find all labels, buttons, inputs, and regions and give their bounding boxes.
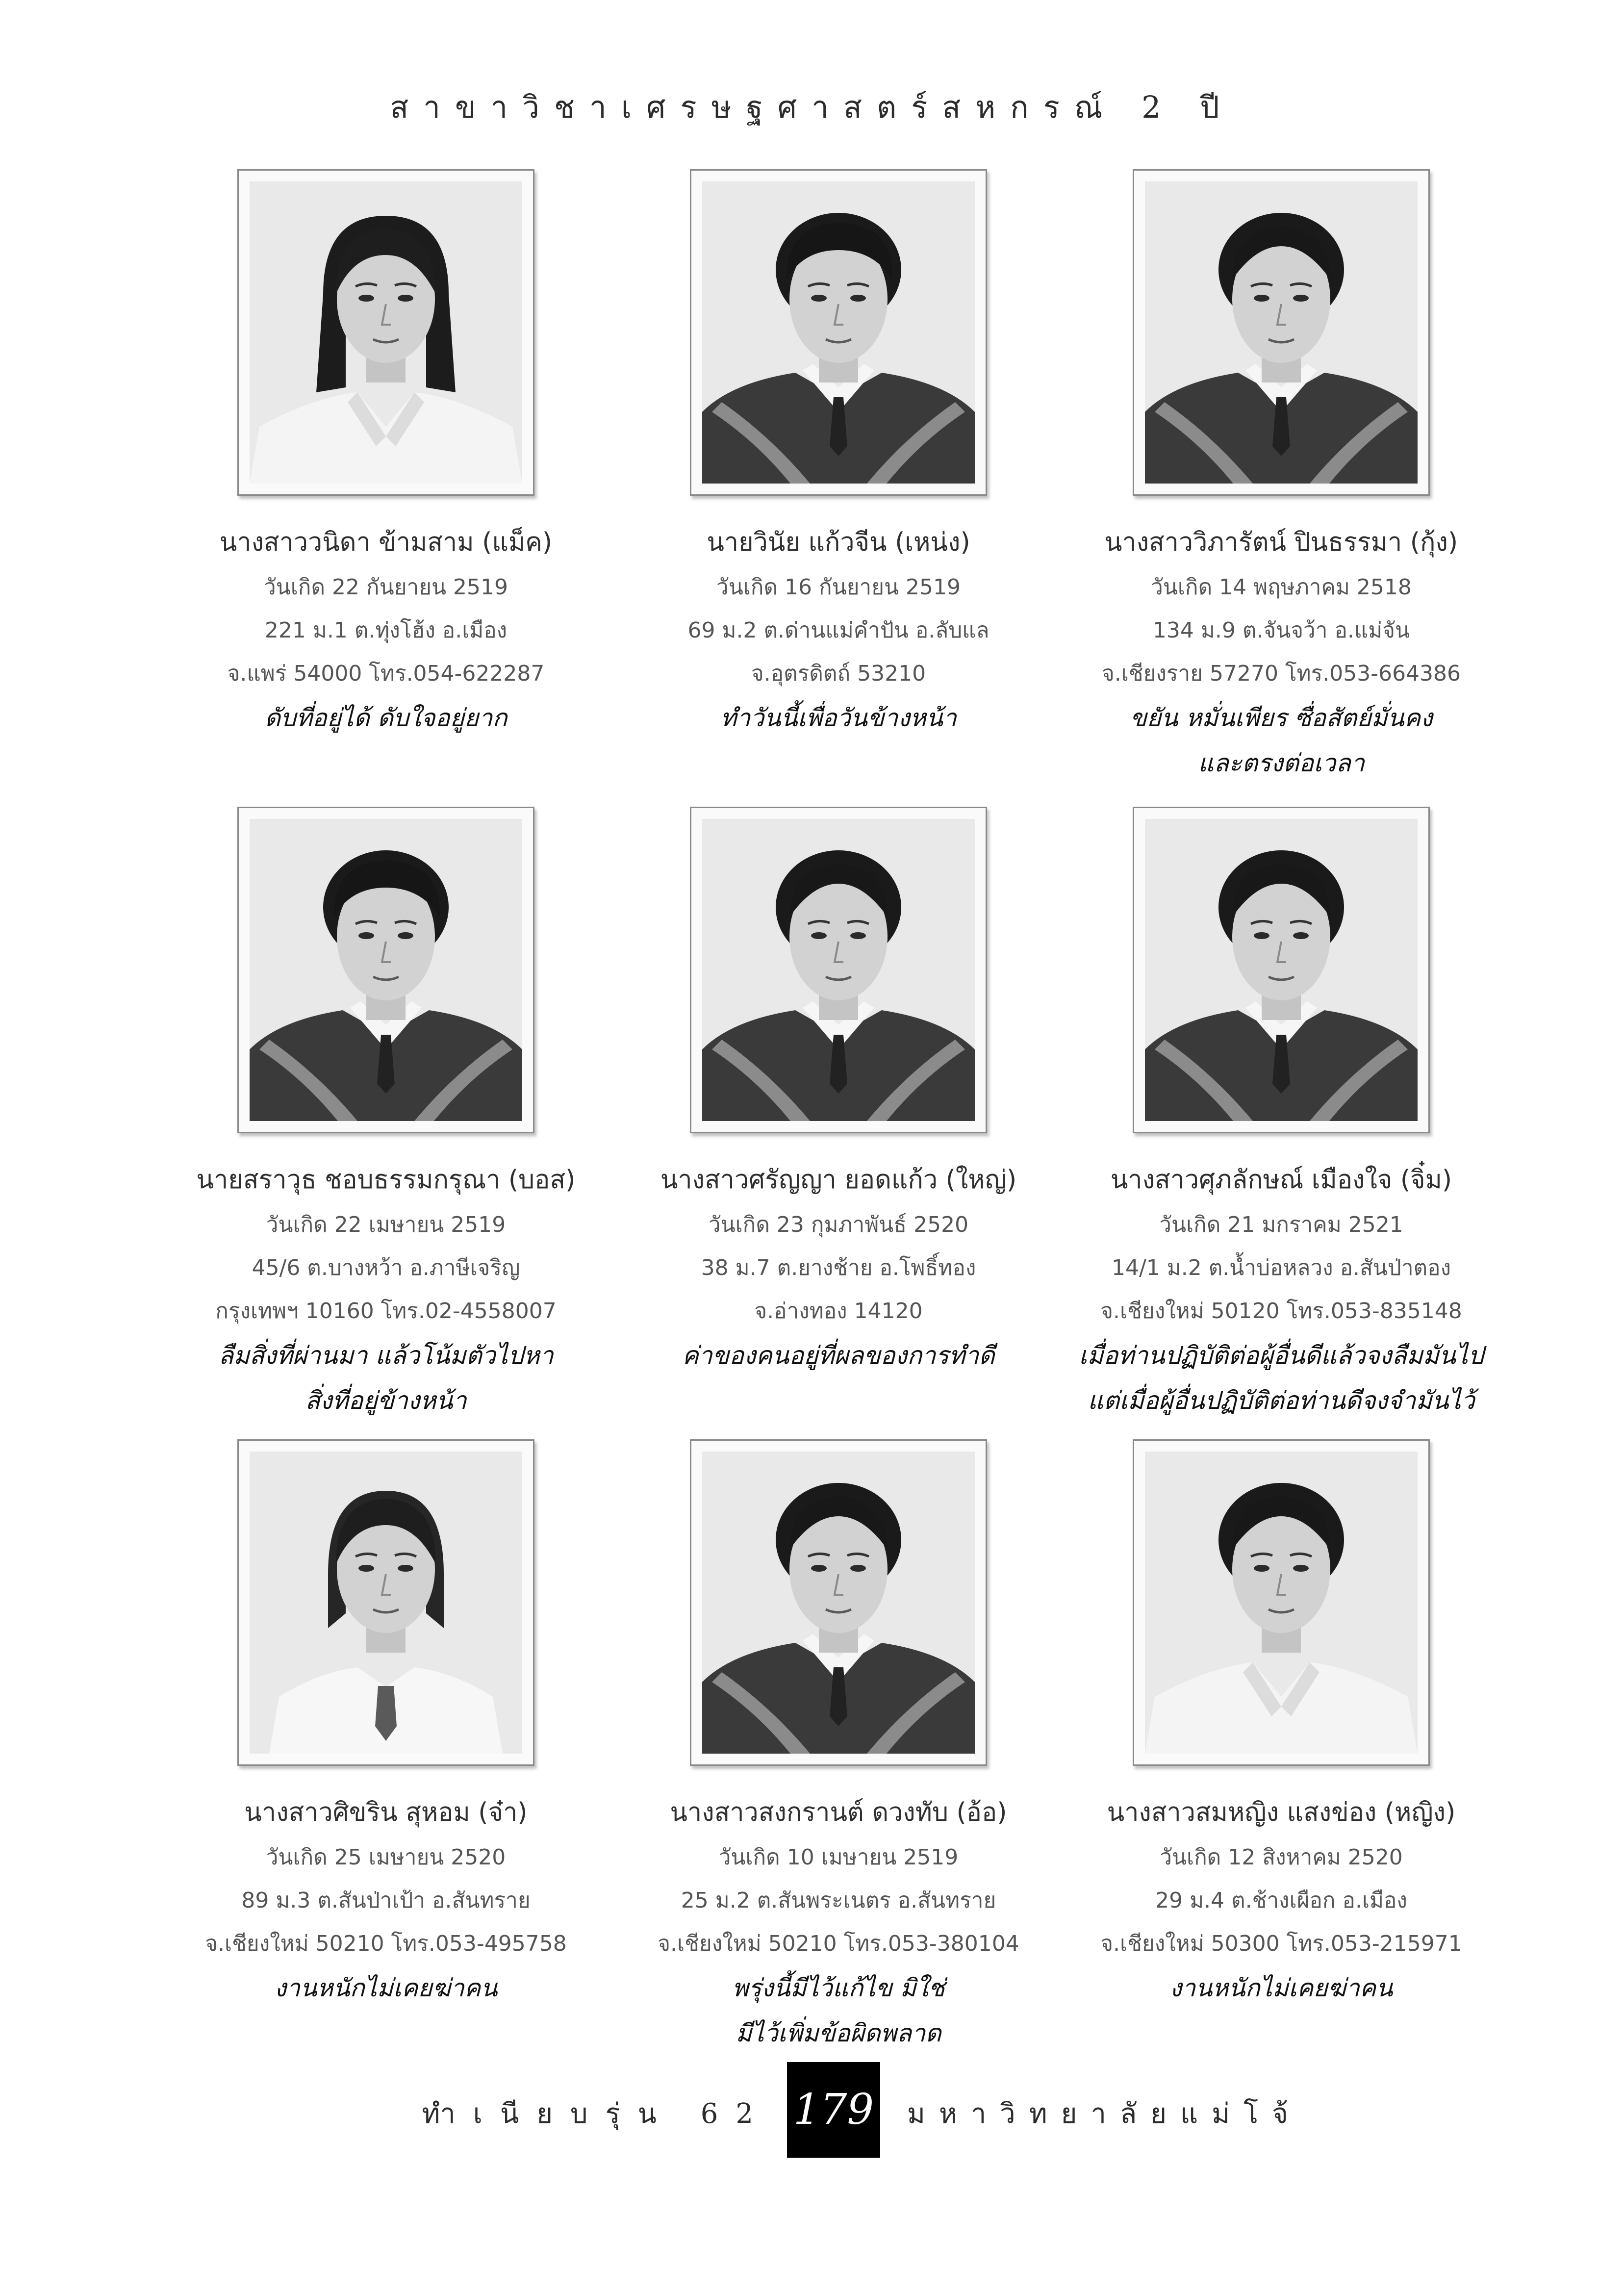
student-name: นายวินัย แก้วจีน (เหน่ง) <box>707 528 970 557</box>
portrait-image <box>250 1452 522 1754</box>
profile-card <box>608 807 1069 1378</box>
portrait-image <box>1145 819 1418 1121</box>
address-line: 38 ม.7 ต.ยางช้าย อ.โพธิ์ทอง <box>701 1255 976 1280</box>
motto-text: ลืมสิ่งที่ผ่านมา แล้วโน้มตัวไปหา <box>218 1341 554 1370</box>
portrait-photo <box>690 807 987 1133</box>
page-footer <box>0 2062 1624 2160</box>
student-name: นายสราวุธ ชอบธรรมกรุณา (บอส) <box>196 1165 576 1195</box>
footer-university-label: มหาวิทยาลัยแม่โจ้ <box>907 2098 1302 2130</box>
student-name: นางสาววนิดา ข้ามสาม (แม็ค) <box>219 528 553 557</box>
birth-date: วันเกิด 25 เมษายน 2520 <box>266 1845 506 1870</box>
portrait-photo <box>1133 807 1430 1133</box>
address-line: จ.เชียงใหม่ 50210 โทร.053-495758 <box>205 1931 567 1956</box>
address-line: 221 ม.1 ต.ทุ่งโฮ้ง อ.เมือง <box>264 618 508 643</box>
profile-card <box>608 1439 1069 2056</box>
address-line: จ.อ่างทอง 14120 <box>754 1299 923 1324</box>
address-line: 29 ม.4 ต.ช้างเผือก อ.เมือง <box>1155 1888 1407 1913</box>
portrait-photo <box>237 807 534 1133</box>
profile-card <box>155 1439 616 2011</box>
motto-text: และตรงต่อเวลา <box>1198 749 1365 777</box>
portrait-photo <box>690 169 987 496</box>
student-name: นางสาวสมหญิง แสงข่อง (หญิง) <box>1107 1798 1456 1827</box>
student-name: นางสาวศิขริน สุหอม (จ๋า) <box>244 1798 528 1827</box>
portrait-image <box>250 819 522 1121</box>
portrait-image <box>1145 181 1418 484</box>
portrait-image <box>250 181 522 484</box>
address-line: กรุงเทพฯ 10160 โทร.02-4558007 <box>215 1299 557 1324</box>
motto-text: งานหนักไม่เคยฆ่าคน <box>1169 1974 1393 2002</box>
footer-yearbook-label: ทำเนียบรุ่น 62 <box>422 2098 771 2130</box>
motto-text: แต่เมื่อผู้อื่นปฏิบัติต่อท่านดีจงจำมันไว้ <box>1088 1386 1475 1415</box>
motto-text: ดับที่อยู่ได้ ดับใจอยู่ยาก <box>264 704 508 732</box>
profile-card <box>1051 1439 1512 2011</box>
portrait-image <box>702 181 975 484</box>
profile-card <box>155 169 616 740</box>
student-name: นางสาวศรัญญา ยอดแก้ว (ใหญ่) <box>660 1165 1017 1195</box>
portrait-photo <box>237 169 534 496</box>
address-line: จ.เชียงใหม่ 50210 โทร.053-380104 <box>658 1931 1019 1956</box>
portrait-photo <box>1133 169 1430 496</box>
motto-text: พรุ่งนี้มีไว้แก้ไข มิใช่ <box>732 1974 945 2002</box>
address-line: 69 ม.2 ต.ด่านแม่คำปัน อ.ลับแล <box>687 618 990 643</box>
portrait-photo <box>690 1439 987 1766</box>
motto-text: ทำวันนี้เพื่อวันข้างหน้า <box>720 704 957 732</box>
motto-text: ขยัน หมั่นเพียร ซื่อสัตย์มั่นคง <box>1130 704 1433 732</box>
birth-date: วันเกิด 10 เมษายน 2519 <box>718 1845 959 1870</box>
profile-card <box>1051 169 1512 786</box>
student-name: นางสาวศุภลักษณ์ เมืองใจ (จิ๋ม) <box>1110 1165 1452 1195</box>
portrait-image <box>1145 1452 1418 1754</box>
address-line: 25 ม.2 ต.สันพระเนตร อ.สันทราย <box>681 1888 996 1913</box>
page-title: สาขาวิชาเศรษฐศาสตร์สหกรณ์ 2 ปี <box>390 89 1234 125</box>
address-line: จ.เชียงราย 57270 โทร.053-664386 <box>1101 661 1461 686</box>
birth-date: วันเกิด 23 กุมภาพันธ์ 2520 <box>708 1212 969 1237</box>
profile-card <box>608 169 1069 740</box>
birth-date: วันเกิด 12 สิงหาคม 2520 <box>1160 1845 1403 1870</box>
page-number: 179 <box>787 2062 880 2158</box>
address-line: จ.เชียงใหม่ 50120 โทร.053-835148 <box>1100 1299 1462 1324</box>
address-line: จ.เชียงใหม่ 50300 โทร.053-215971 <box>1100 1931 1462 1956</box>
address-line: 14/1 ม.2 ต.น้ำบ่อหลวง อ.สันป่าตอง <box>1111 1255 1451 1280</box>
address-line: จ.แพร่ 54000 โทร.054-622287 <box>227 661 545 686</box>
birth-date: วันเกิด 14 พฤษภาคม 2518 <box>1151 575 1412 600</box>
address-line: 134 ม.9 ต.จันจว้า อ.แม่จัน <box>1152 618 1410 643</box>
address-line: จ.อุตรดิตถ์ 53210 <box>751 661 926 686</box>
birth-date: วันเกิด 21 มกราคม 2521 <box>1159 1212 1403 1237</box>
birth-date: วันเกิด 16 กันยายน 2519 <box>716 575 961 600</box>
motto-text: ค่าของคนอยู่ที่ผลของการทำดี <box>682 1341 995 1370</box>
portrait-photo <box>1133 1439 1430 1766</box>
portrait-image <box>702 1452 975 1754</box>
motto-text: งานหนักไม่เคยฆ่าคน <box>274 1974 498 2002</box>
student-name: นางสาววิภารัตน์ ปินธรรมา (กุ้ง) <box>1104 528 1458 557</box>
profile-card <box>1051 807 1512 1423</box>
motto-text: มีไว้เพิ่มข้อผิดพลาด <box>736 2019 941 2047</box>
profile-card <box>155 807 616 1423</box>
student-name: นางสาวสงกรานต์ ดวงทับ (อ้อ) <box>670 1798 1007 1827</box>
address-line: 89 ม.3 ต.สันป่าเป้า อ.สันทราย <box>241 1888 531 1913</box>
portrait-photo <box>237 1439 534 1766</box>
motto-text: สิ่งที่อยู่ข้างหน้า <box>305 1386 467 1415</box>
portrait-image <box>702 819 975 1121</box>
birth-date: วันเกิด 22 เมษายน 2519 <box>266 1212 506 1237</box>
address-line: 45/6 ต.บางหว้า อ.ภาษีเจริญ <box>252 1255 520 1280</box>
birth-date: วันเกิด 22 กันยายน 2519 <box>263 575 508 600</box>
motto-text: เมื่อท่านปฏิบัติต่อผู้อื่นดีแล้วจงลืมมันไป <box>1079 1341 1484 1370</box>
